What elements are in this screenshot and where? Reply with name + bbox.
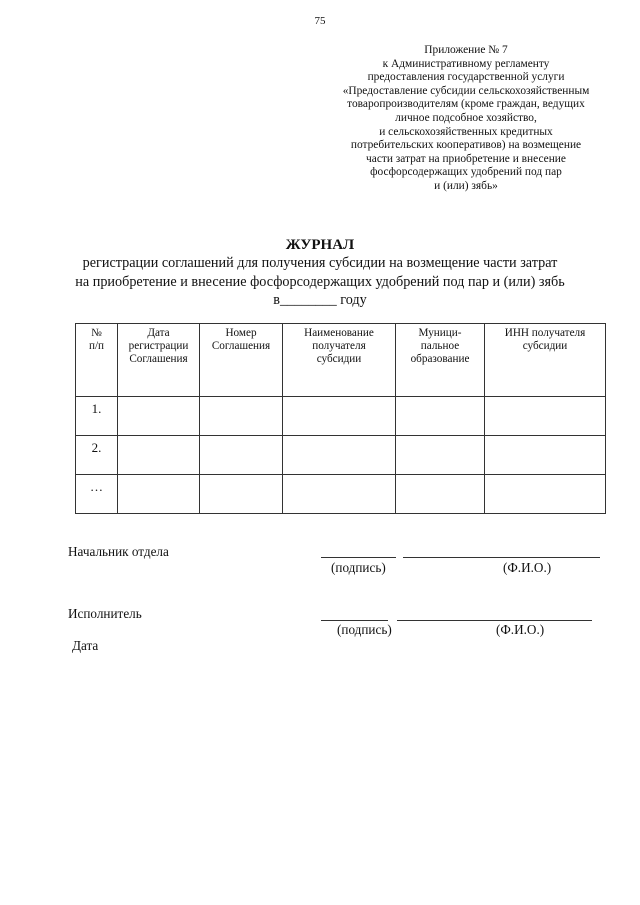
journal-subtitle <box>0 254 640 310</box>
page-number: 75 <box>314 15 326 27</box>
table-cell <box>118 475 200 514</box>
table-cell <box>485 397 606 436</box>
table-cell <box>200 475 283 514</box>
appendix-line: к Административному регламенту <box>382 57 550 70</box>
table-header-row <box>76 324 606 397</box>
appendix-line: и сельскохозяйственных кредитных <box>379 125 553 138</box>
table-row <box>76 397 606 436</box>
appendix-line: потребительских кооперативов) на возмещение <box>350 139 582 152</box>
appendix-line: товаропроизводителям (кроме граждан, ведущих <box>347 98 585 111</box>
head-name-caption: (Ф.И.О.) <box>503 560 552 575</box>
header-number: № п/п <box>76 324 118 397</box>
date-label: Дата <box>72 638 99 653</box>
table-row <box>76 475 606 514</box>
head-of-department-label: Начальник отдела <box>68 544 169 559</box>
journal-subtitle-line: на приобретение и внесение фосфорсодержащих удобрений под пар и (или) зябь <box>75 273 565 290</box>
executor-name-line <box>397 620 592 621</box>
head-signature-line <box>321 557 396 558</box>
header-recipient-inn: ИНН получателя субсидии <box>485 324 606 397</box>
table-cell <box>485 436 606 475</box>
table-cell <box>283 436 396 475</box>
head-signature-caption: (подпись) <box>331 560 386 575</box>
registration-table <box>75 323 606 514</box>
table-cell <box>396 397 485 436</box>
header-recipient-name: Наименование получателя субсидии <box>283 324 396 397</box>
table-cell: … <box>76 475 118 514</box>
appendix-line: Приложение № 7 <box>424 44 508 56</box>
table-cell <box>283 475 396 514</box>
executor-signature-line <box>321 620 388 621</box>
appendix-line: и (или) зябь» <box>434 179 498 192</box>
appendix-line: фосфорсодержащих удобрений под пар <box>370 166 562 179</box>
header-registration-date: Дата регистрации Соглашения <box>118 324 200 397</box>
table-row <box>76 436 606 475</box>
table-cell: 2. <box>76 436 118 475</box>
appendix-line: части затрат на приобретение и внесение <box>366 152 566 165</box>
head-name-line <box>403 557 600 558</box>
appendix-line: предоставления государственной услуги <box>367 71 565 84</box>
table-cell: 1. <box>76 397 118 436</box>
header-agreement-number: Номер Соглашения <box>200 324 283 397</box>
table-cell <box>118 436 200 475</box>
table-cell <box>485 475 606 514</box>
executor-name-caption: (Ф.И.О.) <box>496 622 545 637</box>
appendix-line: «Предоставление субсидии сельскохозяйственным <box>342 84 590 97</box>
header-municipality: Муници- пальное образование <box>396 324 485 397</box>
table-cell <box>200 436 283 475</box>
journal-subtitle-line: в________ году <box>273 292 367 308</box>
appendix-line: личное подсобное хозяйство, <box>395 111 537 124</box>
table-cell <box>396 475 485 514</box>
table-cell <box>283 397 396 436</box>
table-cell <box>200 397 283 436</box>
appendix-block <box>316 44 616 194</box>
journal-title: ЖУРНАЛ <box>285 237 355 253</box>
table-cell <box>118 397 200 436</box>
executor-signature-caption: (подпись) <box>337 622 392 637</box>
journal-subtitle-line: регистрации соглашений для получения субсидии на возмещение части затрат <box>82 255 558 271</box>
executor-label: Исполнитель <box>68 606 142 621</box>
table-cell <box>396 436 485 475</box>
